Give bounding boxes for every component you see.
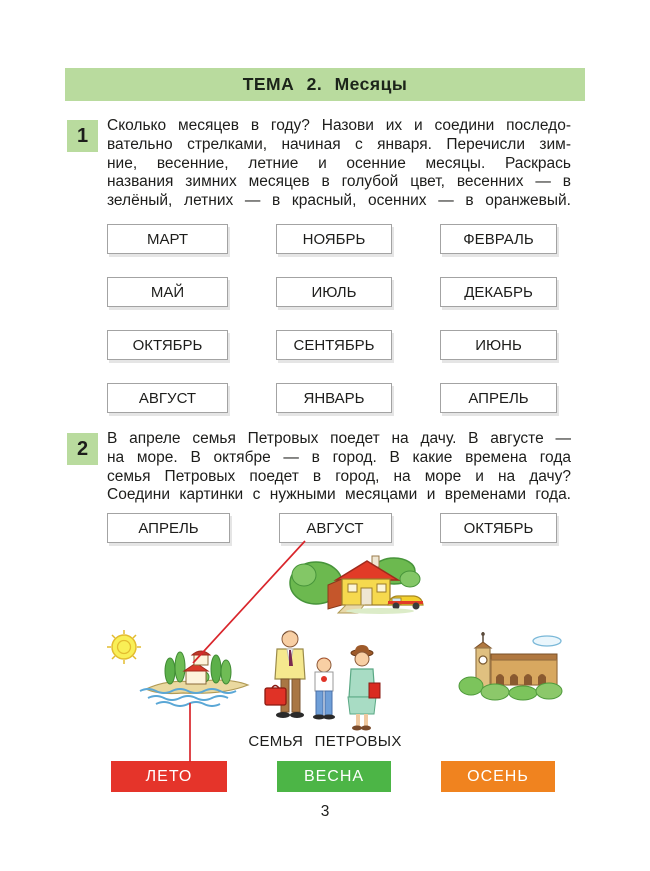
month-box-iyul[interactable]: ИЮЛЬ (276, 277, 392, 307)
page-title: ТЕМА 2. Месяцы (65, 68, 585, 101)
exercise1-text-line: названия зимних месяцев в голубой цвет, весенних — в (107, 173, 571, 191)
exercise2-number-badge: 2 (67, 433, 98, 465)
season-box-osen[interactable]: ОСЕНЬ (441, 761, 555, 792)
month-box-avgust2[interactable]: АВГУСТ (279, 513, 392, 543)
month-box-sentyabr[interactable]: СЕНТЯБРЬ (276, 330, 392, 360)
seasons-row (111, 761, 555, 792)
month-box-noyabr[interactable]: НОЯБРЬ (276, 224, 392, 254)
month-box-oktyabr[interactable]: ОКТЯБРЬ (107, 330, 228, 360)
exercise2-months-row (107, 513, 557, 543)
exercise2-instructions (107, 430, 571, 505)
exercise1-number-badge: 1 (67, 120, 98, 152)
exercise1-text-line: Сколько месяцев в году? Назови их и соедини последо- (107, 117, 571, 134)
exercise1-text-line: вательно стрелками, начиная с января. Перечисли зим- (107, 135, 571, 153)
exercise1-months-grid (107, 224, 557, 413)
exercise1-instructions (107, 117, 571, 211)
month-box-iyun[interactable]: ИЮНЬ (440, 330, 557, 360)
month-box-may[interactable]: МАЙ (107, 277, 228, 307)
exercise2-text-line: В апреле семья Петровых поедет на дачу. В августе — (107, 430, 571, 447)
exercise2-text-line: на море. В октябре — в город. В какие времена года (107, 448, 571, 466)
exercise1-text-line: ние, весенние, летние и осенние месяцы. Раскрась (107, 154, 571, 172)
season-box-leto[interactable]: ЛЕТО (111, 761, 227, 792)
month-box-fevral[interactable]: ФЕВРАЛЬ (440, 224, 557, 254)
month-box-mart[interactable]: МАРТ (107, 224, 228, 254)
month-box-oktyabr2[interactable]: ОКТЯБРЬ (440, 513, 557, 543)
exercise1-text-line: зелёный, летних — в красный, осенних — в оранжевый. (107, 192, 571, 210)
exercise2-text-line: семья Петровых поедет в город, на море и на дачу? (107, 467, 571, 485)
month-box-aprel[interactable]: АПРЕЛЬ (440, 383, 557, 413)
exercise2-text-line: Соедини картинки с нужными месяцами и временами года. (107, 486, 571, 504)
month-box-dekabr[interactable]: ДЕКАБРЬ (440, 277, 557, 307)
family-illustration[interactable] (262, 626, 386, 732)
season-box-vesna[interactable]: ВЕСНА (277, 761, 391, 792)
family-caption: СЕМЬЯ ПЕТРОВЫХ (248, 733, 402, 750)
page-number: 3 (320, 803, 330, 820)
dacha-illustration[interactable] (288, 549, 428, 619)
city-illustration[interactable] (457, 630, 567, 702)
sea-island-illustration[interactable] (98, 627, 258, 707)
month-box-yanvar[interactable]: ЯНВАРЬ (276, 383, 392, 413)
month-box-aprel2[interactable]: АПРЕЛЬ (107, 513, 230, 543)
month-box-avgust[interactable]: АВГУСТ (107, 383, 228, 413)
